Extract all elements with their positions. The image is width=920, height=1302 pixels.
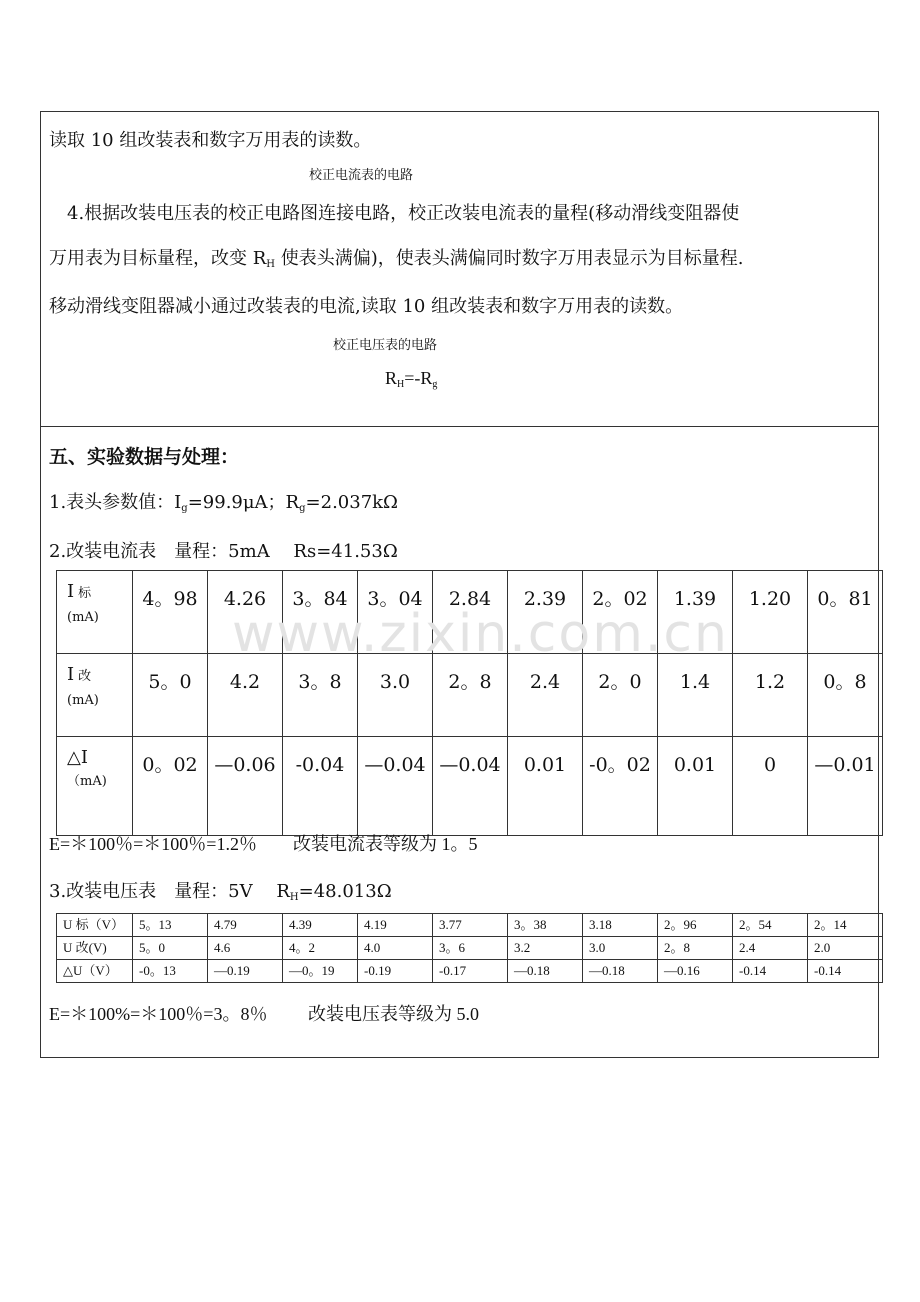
table-cell: 2.39 xyxy=(508,571,583,654)
table-cell: -0.17 xyxy=(433,960,508,983)
table-row xyxy=(57,937,883,960)
table-cell: 1.4 xyxy=(658,654,733,737)
row-label: △I （mA) xyxy=(57,737,133,836)
table-cell: 2。8 xyxy=(433,654,508,737)
table-cell: 4.6 xyxy=(208,937,283,960)
table-cell: 2。96 xyxy=(658,914,733,937)
table-cell: 1.20 xyxy=(733,571,808,654)
row-label: I 改 (mA) xyxy=(57,654,133,737)
table-cell: 2。0 xyxy=(583,654,658,737)
current-result: E=＊100％=＊100％=1.2％ 改装电流表等级为 1。5 xyxy=(49,834,478,854)
table-cell: 2.4 xyxy=(733,937,808,960)
table-cell: 4.19 xyxy=(358,914,433,937)
table-row xyxy=(57,654,883,737)
table-cell: —0.18 xyxy=(508,960,583,983)
caption-voltage-circuit: 校正电压表的电路 xyxy=(333,338,438,353)
table-cell: 3。04 xyxy=(358,571,433,654)
table-cell: —0.06 xyxy=(208,737,283,836)
table-cell: 4。2 xyxy=(283,937,358,960)
table-cell: 0.01 xyxy=(508,737,583,836)
table-row xyxy=(57,960,883,983)
table-row xyxy=(57,914,883,937)
table-cell: 2.4 xyxy=(508,654,583,737)
table-cell: —0.04 xyxy=(433,737,508,836)
current-meter-heading: 2.改装电流表 量程：5mA Rs=41.53Ω xyxy=(49,541,398,562)
table-cell: —0.01 xyxy=(808,737,883,836)
table-cell: 4.26 xyxy=(208,571,283,654)
table-cell: 2。8 xyxy=(658,937,733,960)
rh-formula: $R_H=-R_g$ xyxy=(385,368,438,390)
table-cell: 0.01 xyxy=(658,737,733,836)
table-cell: 4。98 xyxy=(133,571,208,654)
report-frame xyxy=(40,111,879,1058)
table-cell: —0。19 xyxy=(283,960,358,983)
table-cell: -0.14 xyxy=(733,960,808,983)
table-cell: 5。13 xyxy=(133,914,208,937)
step4-line3: 移动滑线变阻器减小通过改装表的电流,读取 10 组改装表和数字万用表的读数。 xyxy=(49,296,684,317)
table-cell: 3。38 xyxy=(508,914,583,937)
section5-title: 五、实验数据与处理： xyxy=(49,446,240,468)
table-cell: 0。81 xyxy=(808,571,883,654)
table-cell: 5。0 xyxy=(133,654,208,737)
table-cell: 3.0 xyxy=(358,654,433,737)
table-cell: —0.19 xyxy=(208,960,283,983)
table-cell: 1.2 xyxy=(733,654,808,737)
table-cell: 1.39 xyxy=(658,571,733,654)
caption-current-circuit: 校正电流表的电路 xyxy=(309,168,414,183)
table-cell: 3.0 xyxy=(583,937,658,960)
step-line-read: 读取 10 组改装表和数字万用表的读数。 xyxy=(49,130,372,151)
table-cell: -0.19 xyxy=(358,960,433,983)
table-cell: -0。13 xyxy=(133,960,208,983)
voltage-calibration-table xyxy=(56,913,883,983)
table-cell: 0。02 xyxy=(133,737,208,836)
table-cell: 2.84 xyxy=(433,571,508,654)
step4-line1: 4.根据改装电压表的校正电路图连接电路，校正改装电流表的量程(移动滑线变阻器使 xyxy=(67,203,740,224)
table-cell: -0.14 xyxy=(808,960,883,983)
table-cell: —0.18 xyxy=(583,960,658,983)
table-cell: 2。02 xyxy=(583,571,658,654)
row-label: U 改(V) xyxy=(57,937,133,960)
table-cell: 3.77 xyxy=(433,914,508,937)
row-label: △U（V） xyxy=(57,960,133,983)
step4-line2: 万用表为目标量程，改变 $R_H$ 使表头满偏)，使表头满偏同时数字万用表显示为目标量程. xyxy=(49,248,744,270)
table-cell: —0.16 xyxy=(658,960,733,983)
watermark: www.zixin.com.cn xyxy=(232,604,729,664)
voltage-result: E=＊100%=＊100％=3。8％ 改装电压表等级为 5.0 xyxy=(49,1004,479,1024)
section-divider xyxy=(41,426,878,427)
table-cell: -0。02 xyxy=(583,737,658,836)
table-cell: 4.0 xyxy=(358,937,433,960)
meter-params: 1.表头参数值：$I_g=99.9\mu A$；$R_g=2.037k\Omega$ xyxy=(49,492,398,514)
table-cell: 0 xyxy=(733,737,808,836)
row-label: U 标（V） xyxy=(57,914,133,937)
table-cell: 4.2 xyxy=(208,654,283,737)
table-row xyxy=(57,737,883,836)
table-cell: 3。8 xyxy=(283,654,358,737)
table-cell: 4.39 xyxy=(283,914,358,937)
table-cell: 0。8 xyxy=(808,654,883,737)
row-label: I 标 (mA) xyxy=(57,571,133,654)
table-cell: 2.0 xyxy=(808,937,883,960)
table-cell: 5。0 xyxy=(133,937,208,960)
table-cell: 2。14 xyxy=(808,914,883,937)
table-cell: 3。6 xyxy=(433,937,508,960)
table-cell: 3.2 xyxy=(508,937,583,960)
table-cell: 4.79 xyxy=(208,914,283,937)
table-cell: 3。84 xyxy=(283,571,358,654)
table-cell: -0.04 xyxy=(283,737,358,836)
voltage-meter-heading: 3.改装电压表 量程：5V $R_H=48.013\Omega$ xyxy=(49,881,392,903)
table-cell: 2。54 xyxy=(733,914,808,937)
table-cell: —0.04 xyxy=(358,737,433,836)
table-cell: 3.18 xyxy=(583,914,658,937)
